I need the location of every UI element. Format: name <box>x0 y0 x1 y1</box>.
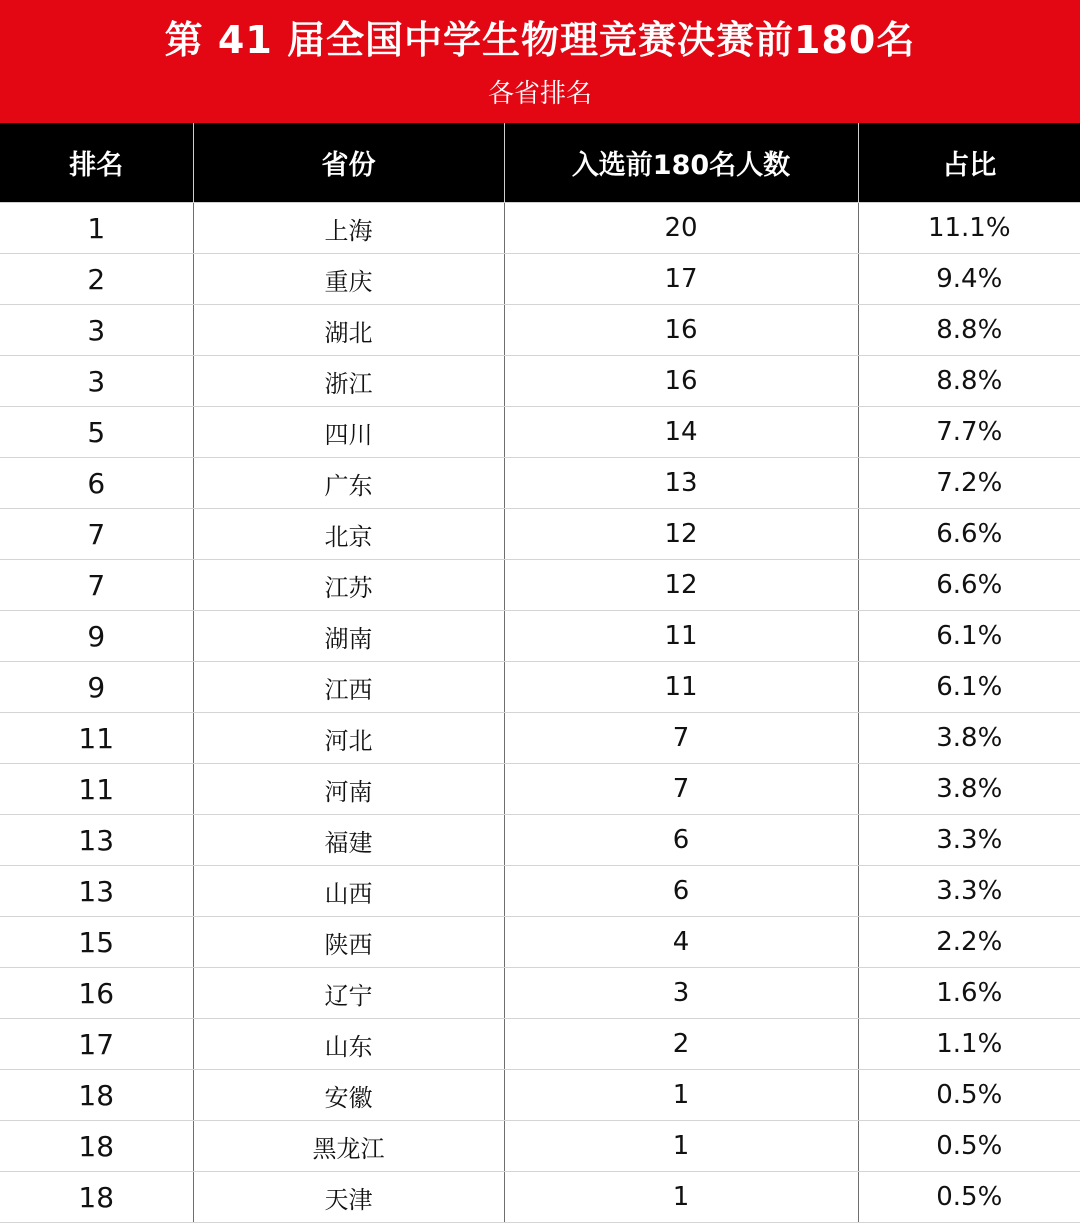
title-banner <box>0 0 1080 123</box>
table-row <box>0 1070 1080 1121</box>
column-header-rank: 排名 <box>0 123 193 203</box>
ranking-table <box>0 123 1080 1223</box>
percent-cell: 3.8% <box>858 764 1080 815</box>
province-cell: 河北 <box>193 713 504 764</box>
rank-cell: 11 <box>0 713 193 764</box>
rank-cell: 11 <box>0 764 193 815</box>
percent-cell: 6.1% <box>858 611 1080 662</box>
table-row <box>0 1121 1080 1172</box>
province-cell: 河南 <box>193 764 504 815</box>
rank-cell: 5 <box>0 407 193 458</box>
percent-cell: 3.3% <box>858 866 1080 917</box>
table-row <box>0 1172 1080 1223</box>
count-cell: 16 <box>504 356 858 407</box>
table-row <box>0 458 1080 509</box>
table-row <box>0 560 1080 611</box>
table-row <box>0 203 1080 254</box>
percent-cell: 1.6% <box>858 968 1080 1019</box>
count-cell: 6 <box>504 866 858 917</box>
count-cell: 17 <box>504 254 858 305</box>
count-cell: 12 <box>504 560 858 611</box>
page-subtitle: 各省排名 <box>487 79 592 109</box>
percent-cell: 0.5% <box>858 1121 1080 1172</box>
count-cell: 4 <box>504 917 858 968</box>
rank-cell: 18 <box>0 1070 193 1121</box>
column-header-percent: 占比 <box>858 123 1080 203</box>
province-cell: 湖北 <box>193 305 504 356</box>
rank-cell: 18 <box>0 1172 193 1223</box>
count-cell: 16 <box>504 305 858 356</box>
province-cell: 江苏 <box>193 560 504 611</box>
count-cell: 20 <box>504 203 858 254</box>
table-row <box>0 713 1080 764</box>
table-row <box>0 662 1080 713</box>
province-cell: 山西 <box>193 866 504 917</box>
rank-cell: 15 <box>0 917 193 968</box>
table-row <box>0 917 1080 968</box>
rank-cell: 9 <box>0 611 193 662</box>
province-cell: 陕西 <box>193 917 504 968</box>
count-cell: 14 <box>504 407 858 458</box>
count-cell: 3 <box>504 968 858 1019</box>
rank-cell: 9 <box>0 662 193 713</box>
percent-cell: 8.8% <box>858 356 1080 407</box>
count-cell: 2 <box>504 1019 858 1070</box>
province-cell: 山东 <box>193 1019 504 1070</box>
province-cell: 福建 <box>193 815 504 866</box>
percent-cell: 8.8% <box>858 305 1080 356</box>
province-cell: 上海 <box>193 203 504 254</box>
province-cell: 广东 <box>193 458 504 509</box>
rank-cell: 3 <box>0 356 193 407</box>
table-row <box>0 1019 1080 1070</box>
table-row <box>0 815 1080 866</box>
count-cell: 13 <box>504 458 858 509</box>
percent-cell: 7.7% <box>858 407 1080 458</box>
percent-cell: 3.8% <box>858 713 1080 764</box>
province-cell: 辽宁 <box>193 968 504 1019</box>
count-cell: 7 <box>504 764 858 815</box>
table-row <box>0 866 1080 917</box>
percent-cell: 6.6% <box>858 560 1080 611</box>
province-cell: 北京 <box>193 509 504 560</box>
table-row <box>0 407 1080 458</box>
percent-cell: 3.3% <box>858 815 1080 866</box>
rank-cell: 1 <box>0 203 193 254</box>
count-cell: 6 <box>504 815 858 866</box>
province-cell: 江西 <box>193 662 504 713</box>
count-cell: 11 <box>504 662 858 713</box>
province-cell: 重庆 <box>193 254 504 305</box>
percent-cell: 0.5% <box>858 1172 1080 1223</box>
percent-cell: 6.6% <box>858 509 1080 560</box>
province-cell: 安徽 <box>193 1070 504 1121</box>
count-cell: 1 <box>504 1172 858 1223</box>
percent-cell: 6.1% <box>858 662 1080 713</box>
rank-cell: 17 <box>0 1019 193 1070</box>
table-row <box>0 764 1080 815</box>
rank-cell: 2 <box>0 254 193 305</box>
rank-cell: 13 <box>0 815 193 866</box>
percent-cell: 7.2% <box>858 458 1080 509</box>
percent-cell: 1.1% <box>858 1019 1080 1070</box>
table-row <box>0 356 1080 407</box>
rank-cell: 13 <box>0 866 193 917</box>
rank-cell: 16 <box>0 968 193 1019</box>
percent-cell: 11.1% <box>858 203 1080 254</box>
rank-cell: 18 <box>0 1121 193 1172</box>
rank-cell: 3 <box>0 305 193 356</box>
province-cell: 浙江 <box>193 356 504 407</box>
table-body <box>0 203 1080 1223</box>
rank-cell: 7 <box>0 509 193 560</box>
count-cell: 12 <box>504 509 858 560</box>
province-cell: 天津 <box>193 1172 504 1223</box>
count-cell: 1 <box>504 1121 858 1172</box>
table-row <box>0 305 1080 356</box>
count-cell: 7 <box>504 713 858 764</box>
count-cell: 1 <box>504 1070 858 1121</box>
count-cell: 11 <box>504 611 858 662</box>
page-title: 第 41 届全国中学生物理竞赛决赛前180名 <box>164 18 916 62</box>
column-header-count: 入选前180名人数 <box>504 123 858 203</box>
table-row <box>0 509 1080 560</box>
column-header-province: 省份 <box>193 123 504 203</box>
table-row <box>0 968 1080 1019</box>
table-row <box>0 254 1080 305</box>
province-cell: 黑龙江 <box>193 1121 504 1172</box>
province-cell: 四川 <box>193 407 504 458</box>
rank-cell: 6 <box>0 458 193 509</box>
table-header-row <box>0 123 1080 203</box>
province-cell: 湖南 <box>193 611 504 662</box>
percent-cell: 0.5% <box>858 1070 1080 1121</box>
table-row <box>0 611 1080 662</box>
percent-cell: 9.4% <box>858 254 1080 305</box>
percent-cell: 2.2% <box>858 917 1080 968</box>
rank-cell: 7 <box>0 560 193 611</box>
